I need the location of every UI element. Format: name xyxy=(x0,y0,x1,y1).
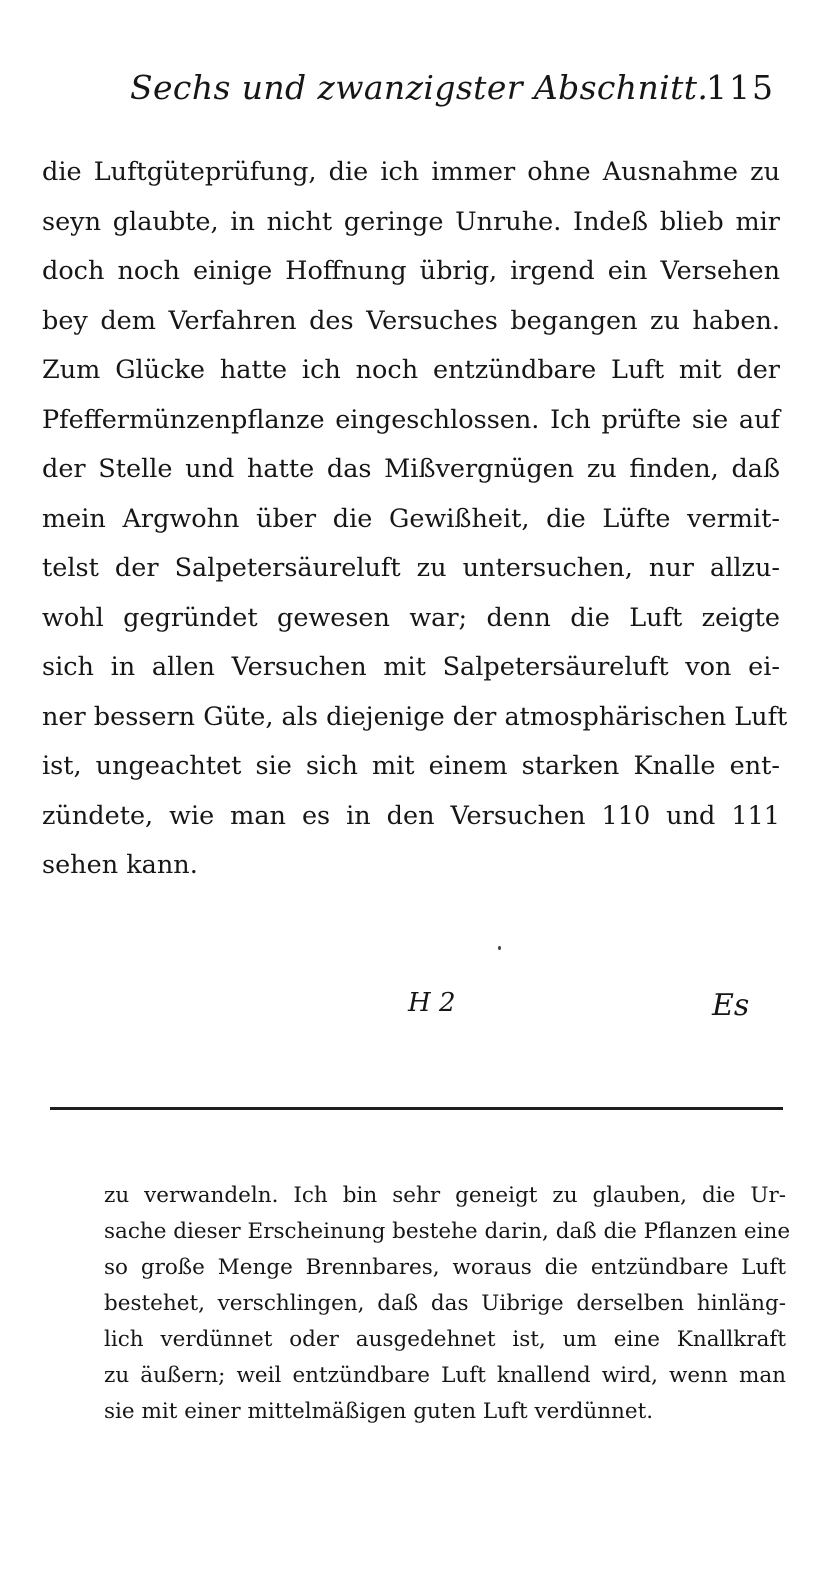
ink-speck xyxy=(498,946,501,950)
footnote-text xyxy=(104,1178,791,1430)
text-line: wohl gegründet gewesen war; denn die Luft zeigte xyxy=(42,602,780,633)
text-line: seyn glaubte, in nicht geringe Unruhe. Indeß blieb mir xyxy=(42,206,780,237)
footnote-line: sache dieser Erscheinung bestehe darin, daß die Pflanzen eine xyxy=(104,1219,791,1244)
footnote-line: zu verwandeln. Ich bin sehr geneigt zu glauben, die Ur- xyxy=(104,1183,786,1208)
text-line: Zum Glücke hatte ich noch entzündbare Luft mit der xyxy=(42,355,780,385)
text-line: ner bessern Güte, als diejenige der atmosphärischen Luft xyxy=(42,701,788,732)
text-line: der Stelle und hatte das Mißvergnügen zu finden, daß xyxy=(42,454,780,484)
text-line: die Luftgüteprüfung, die ich immer ohne Ausnahme zu xyxy=(42,157,780,187)
text-line: doch noch einige Hoffnung übrig, irgend ein Versehen xyxy=(42,256,780,286)
text-line: sehen kann. xyxy=(42,850,198,880)
text-line: Pfeffermünzenpflanze eingeschlossen. Ich prüfte sie auf xyxy=(42,404,780,435)
text-line: bey dem Verfahren des Versuches begangen zu haben. xyxy=(42,305,780,336)
main-text xyxy=(42,148,788,891)
chapter-title: Sechs und zwanzigster Abschnitt. xyxy=(130,68,709,107)
footnote-line: sie mit einer mittelmäßigen guten Luft verdünnet. xyxy=(104,1399,654,1424)
signature-mark: H 2 xyxy=(408,988,456,1018)
text-line: sich in allen Versuchen mit Salpetersäureluft von ei- xyxy=(42,652,780,682)
catchword: Es xyxy=(712,988,750,1023)
text-line: zündete, wie man es in den Versuchen 110 und 111 xyxy=(42,800,780,831)
footnote-line: lich verdünnet oder ausgedehnet ist, um eine Knallkraft xyxy=(104,1327,786,1352)
running-head xyxy=(130,68,775,118)
text-line: mein Argwohn über die Gewißheit, die Lüfte vermit- xyxy=(42,503,780,534)
footnote-line: zu äußern; weil entzündbare Luft knallend wird, wenn man xyxy=(104,1363,786,1388)
text-line: telst der Salpetersäureluft zu untersuchen, nur allzu- xyxy=(42,553,780,583)
footnote-line: so große Menge Brennbares, woraus die entzündbare Luft xyxy=(104,1255,786,1280)
footnote-line: bestehet, verschlingen, daß das Uibrige derselben hinläng- xyxy=(104,1291,786,1316)
text-line: ist, ungeachtet sie sich mit einem starken Knalle ent- xyxy=(42,751,780,781)
page-number: 115 xyxy=(706,68,775,107)
footnote-divider xyxy=(50,1107,783,1110)
